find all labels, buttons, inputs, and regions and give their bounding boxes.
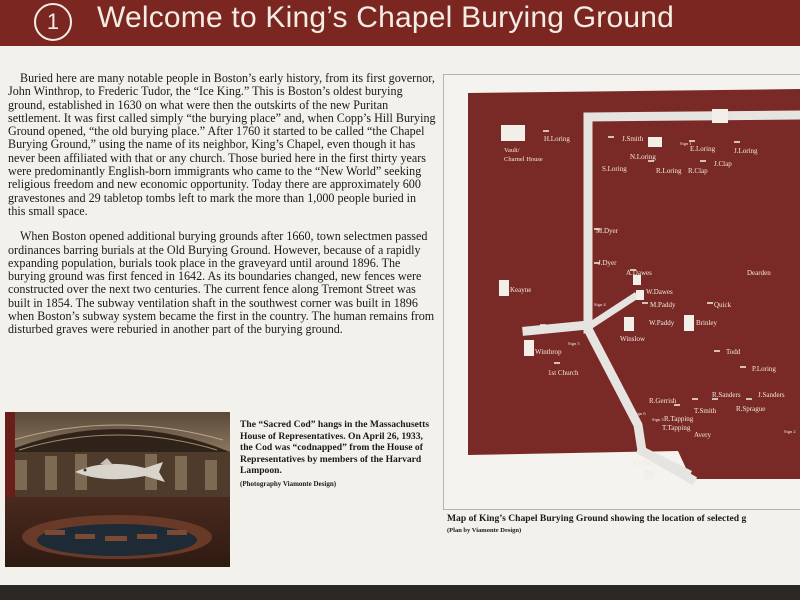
map-label-r-gerrish: R.Gerrish <box>649 397 677 405</box>
map-label-m-paddy: M.Paddy <box>650 301 676 309</box>
gedney-marker <box>644 470 654 479</box>
section-number-badge: 1 <box>34 3 72 41</box>
map-label-quick: Quick <box>714 301 732 309</box>
j-smith-marker <box>648 137 662 147</box>
map-label-w-dawes: W.Dawes <box>646 288 673 296</box>
map-label-a-dawes: A.Dawes <box>626 269 652 277</box>
map-label-m-dyer: M.Dyer <box>596 227 618 235</box>
map-label-avery: Avery <box>694 431 711 439</box>
map-label-vault: Vault/ <box>504 147 520 154</box>
map-panel <box>443 74 800 510</box>
map-label-sign-1: Sign 1 <box>680 141 692 146</box>
vault-marker <box>501 125 525 141</box>
history-paragraph-2: When Boston opened additional burying grounds after 1660, town selectmen passed ordinances barring burials at the Old Burying Ground. However, because of a rapidly expanding population, burials took place in the graveyard until around 1896. The burying ground was first fenced in 1642. As its boundaries changed, new fences were constructed over the next two centuries. The current fence along Tremont Street was built in 1854. The subway ventilation shaft in the southwest corner was built in 1896 when Boston’s subway system became the first in the country. The human remains from disturbed graves were reburied in another part of the burying ground. <box>8 229 435 337</box>
map-label-s-loring: S.Loring <box>602 165 627 173</box>
map-label-brinley: Brinley <box>696 319 717 327</box>
sign-title: Welcome to King’s Chapel Burying Ground <box>97 1 674 34</box>
map-caption: Map of King’s Chapel Burying Ground showing the location of selected g <box>447 513 747 524</box>
map-label-j-smith: J.Smith <box>622 135 644 143</box>
w-paddy-marker <box>636 290 644 300</box>
map-credit: (Plan by Viamonte Design) <box>447 527 522 534</box>
map-label-todd: Todd <box>726 348 741 356</box>
winthrop-marker <box>524 340 534 356</box>
map-label-j-dyer: J.Dyer <box>598 259 617 267</box>
map-label-sign-2: Sign 2 <box>784 429 796 434</box>
keayne-marker <box>499 280 509 296</box>
map-label-r-tapping: R.Tapping <box>664 415 694 423</box>
map-label-keayne: Keayne <box>510 286 532 294</box>
sign-frame-bottom <box>0 585 800 600</box>
photo-credit: (Photography Viamonte Design) <box>240 479 337 488</box>
map-label-sign-4: Sign 4 <box>594 302 606 307</box>
map-label-first-church: 1st Church <box>548 369 579 377</box>
west-spur-path <box>527 325 588 331</box>
map-label-gedney: Gedney <box>634 459 656 467</box>
map-label-r-loring: R.Loring <box>656 167 682 175</box>
map-label-charnel-house: Charnel House <box>504 156 543 163</box>
map-label-r-sanders: R.Sanders <box>712 391 741 399</box>
map-label-j-sanders: J.Sanders <box>758 391 785 399</box>
photo-caption-text: The “Sacred Cod” hangs in the Massachusetts House of Representatives. On April 26, 1933, the Cod was “codnapped” from the House of Representatives by members of the Harvard Lampoon. <box>240 419 430 476</box>
map-label-r-sprague: R.Sprague <box>736 405 766 413</box>
sacred-cod-photo <box>5 412 230 567</box>
map-label-winthrop: Winthrop <box>535 348 562 356</box>
map-label-winslow: Winslow <box>620 335 645 343</box>
photo-caption <box>240 419 435 490</box>
map-label-p-loring: P.Loring <box>752 365 776 373</box>
burying-ground-map <box>444 75 800 509</box>
title-banner <box>0 0 800 46</box>
map-label-sign-3: Sign 3 <box>652 417 664 422</box>
map-label-n-loring: N.Loring <box>630 153 656 161</box>
map-label-h-loring: H.Loring <box>544 135 570 143</box>
history-text <box>8 72 436 349</box>
map-label-j-clap: J.Clap <box>714 160 732 168</box>
map-label-tudor: Tudor <box>733 113 752 122</box>
map-label-w-paddy: W.Paddy <box>649 319 675 327</box>
map-label-t-tapping: T.Tapping <box>662 424 691 432</box>
map-label-j-loring: J.Loring <box>734 147 758 155</box>
map-label-r-clap: R.Clap <box>688 167 708 175</box>
north-path <box>588 115 800 117</box>
map-label-sign-5: Sign 5 <box>568 341 580 346</box>
map-label-t-smith: T.Smith <box>694 407 717 415</box>
brinley-marker <box>684 315 694 331</box>
map-label-sign-6: Sign 6 <box>634 411 646 416</box>
winslow-marker <box>624 317 634 331</box>
history-paragraph-1: Buried here are many notable people in Boston’s early history, from its first governor, John Winthrop, to Frederic Tudor, the “Ice King.” This is Boston’s oldest burying ground, established in 1630 on what were then the outskirts of the new Puritan settlement. It was first called simply “the burying place” and, when Copp’s Hill Burying Ground opened, “the old burying place.” After 1760 it started to be called “the Chapel Burying Ground,” using the name of its neighbor, King’s Chapel, even though it has never been affiliated with that or any church. Those buried here in the first thirty years were predominantly English-born immigrants who came to the “New World” seeking religious freedom and new economic opportunity. Today there are approximately 600 gravestones and 29 tabletop tombs left to mark the more than 1,000 people buried in this small space. <box>8 71 436 218</box>
map-label-dearden: Dearden <box>747 269 771 277</box>
map-label-e-loring: E.Loring <box>690 145 716 153</box>
tudor-marker <box>712 109 728 123</box>
house-chamber-illustration <box>5 412 230 567</box>
